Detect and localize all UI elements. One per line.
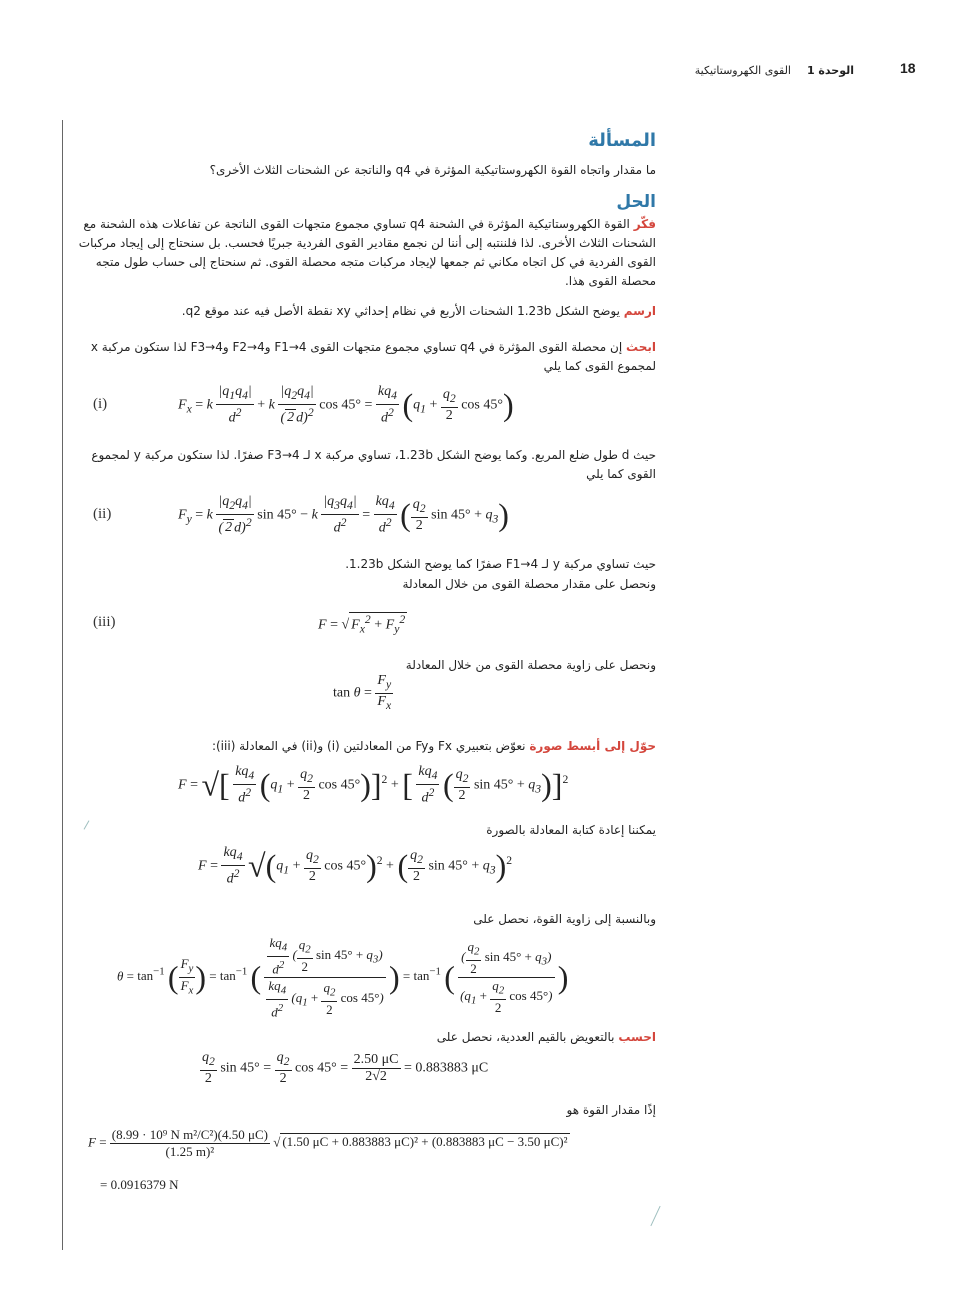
after-ii-text1: حيث تساوي مركبة y لـ F1→4 صفرًا كما يوضح الشكل 1.23b.	[345, 557, 656, 571]
think-text: القوة الكهروستاتيكية المؤثرة في الشحنة q4 تساوي مجموع متجهات القوى الناتجة عن تفاعلات هذه الشحنة مع الشحنات الثلاث الأخرى. لذا فلننتبه إلى أننا لن نجمع مقادير القوى الفردية جبريًا فحسب. بل سنحتاج إلى إيجاد مركبات القوى الفردية في كل اتجاه مكاني ثم جمعها لإيجاد مركبات متجه محصلة القوى. ثم سنحتاج إلى حساب طول متجه محصلة القوى هذا.	[78, 217, 656, 288]
eq-i-label: (i)	[93, 396, 108, 412]
combined-equation: F = √[ $\frac{kq_4}{d^2}$ ($q_1$ + $\frac{q_2}{2}$ cos 45°)]$^2$ + [ $\frac{kq_4}{d^2}$ ( $\frac{q_2}{2}$ $\sin 45^\circ + q_3)]^2$	[178, 764, 569, 806]
numeric-value: 0.883883 μC	[415, 1060, 489, 1076]
equation-ii: $F_y = k$ $\frac{|q_2q_4|}{( 2 d)^2}$ sin 45° − k $\frac{|q_3q_4|}{d^2}$ = $\frac{kq_4}{d^2}$ ( $\frac{q_2}{2}$ $\sin 45^\circ + q_3$)	[178, 494, 509, 536]
force-equation: F = $\frac{\text{(8.99 · 10⁹ N m²/C²)(4.50 μC)}}{\text{(1.25 m)²}}$ √ (1.50 μC + 0.883883 μC)² + (0.883883 μC − 3.50 μC)²	[88, 1127, 568, 1159]
equation-iii: F = √ $F_x^2 + F_y^2$	[318, 613, 406, 636]
force-denominator: (1.25 m)²	[165, 1144, 215, 1159]
eq-iii-label: (iii)	[93, 614, 116, 630]
force-sqrt: (1.50 μC + 0.883883 μC)² + (0.883883 μC − 3.50 μC)²	[282, 1134, 568, 1150]
magnitude-text: إذًا مقدار القوة هو	[566, 1103, 656, 1117]
page-number: 18	[900, 60, 916, 76]
solution-title: الحل	[616, 192, 656, 212]
rewritten-equation: F = $\frac{kq_4}{d^2}$ $√(q_1$ + $\frac{q_2}{2}$ cos 45°)$^2$ + ( $\frac{q_2}{2}$ $\sin 45^\circ + q_3)^2$	[198, 845, 513, 887]
angle-text: ونحصل على زاوية محصلة القوى من خلال المعادلة	[405, 658, 656, 672]
force-numerator: (8.99 · 10⁹ N m²/C²)(4.50 μC)	[111, 1127, 268, 1142]
think-paragraph	[74, 215, 656, 291]
after-ii-text2: ونحصل على مقدار محصلة القوى من خلال المعادلة	[402, 577, 656, 591]
angle-result-equation: $\theta = \tan^{-1}$ ( $\frac{F_y}{F_x}$ ) = $\tan^{-1}$ ( $\frac{kq_4}{d^2}$ ( $\frac{q_2}{2}$ $\sin 45^\circ + q_3$) $\frac{kq_4}{d^2}$ ($q_1$ + $\frac{q_2}{2}$ cos 45°) ) = $\tan^{-1}$ ( ( $\frac{q_2}{2}$ $\sin 45^\circ + q_3$) ($q_1$ + $\frac{q_2}{2}$ cos 45°) )	[117, 935, 569, 1019]
left-margin-rule	[62, 120, 63, 1250]
pen-mark	[650, 1206, 660, 1226]
think-label: فكّر	[633, 217, 656, 231]
force-result: = 0.0916379 N	[100, 1177, 179, 1192]
research-paragraph	[74, 338, 656, 376]
eq-ii-label: (ii)	[93, 506, 112, 522]
unit-label: الوحدة 1	[806, 64, 854, 77]
sketch-paragraph	[74, 304, 656, 318]
simplify-label: حوّل إلى أبسط صورة	[529, 739, 656, 753]
pen-mark	[84, 820, 90, 829]
research-text: إن محصلة القوى المؤثرة في q4 تساوي مجموع متجهات القوى F1→4 وF2→4 وF3→4 لذا ستكون مركبة x لمجموع القوى كما يلي	[90, 340, 656, 373]
sketch-label: ارسم	[623, 304, 656, 318]
calc-text: بالتعويض بالقيم العددية، نحصل على	[436, 1030, 615, 1044]
problem-title: المسألة	[588, 130, 656, 151]
after-i-text: حيث d طول ضلع المربع. وكما يوضح الشكل 1.23b، تساوي مركبة x لـ F3→4 صفرًا. لذا ستكون مركبة y لمجموع القوى كما يلي	[91, 448, 656, 481]
equation-i: $F_x = k$ $\frac{|q_1q_4|}{d^2}$ + k $\frac{|q_2q_4|}{( 2 d)^2}$ cos 45° = $\frac{kq_4}{d^2}$ ($q_1$ + $\frac{q_2}{2}$ cos 45°)	[178, 384, 514, 426]
angle-result-text: وبالنسبة إلى زاوية القوة، نحصل على	[473, 912, 656, 926]
rewrite-text: يمكننا إعادة كتابة المعادلة بالصورة	[486, 823, 656, 837]
calc-paragraph	[256, 1030, 656, 1044]
numeric-equation: $\frac{q_2}{2}$ sin 45° = $\frac{q_2}{2}$ cos 45° = $\frac{2.50 \mu C}{2√2}$ = 0.883883 μC	[202, 1050, 489, 1086]
simplify-paragraph	[96, 739, 656, 753]
simplify-text: نعوّض بتعبيري Fx وFy من المعادلتين (i) و(ii) في المعادلة (iii):	[211, 739, 526, 753]
unit-title: القوى الكهروستاتيكية	[694, 64, 791, 77]
numeric-charge: 2.50 μC	[353, 1051, 399, 1067]
problem-question: ما مقدار واتجاه القوة الكهروستاتيكية المؤثرة في q4 والناتجة عن الشحنات الثلاث الأخرى؟	[209, 163, 656, 177]
research-label: ابحث	[626, 340, 656, 354]
angle-equation: tan θ = $\frac{F_y}{F_x}$	[333, 673, 392, 712]
sketch-text: يوضح الشكل 1.23b الشحنات الأربع في نظام إحداثي xy نقطة الأصل فيه عند موقع q2.	[181, 304, 620, 318]
calc-label: احسب	[618, 1030, 656, 1044]
